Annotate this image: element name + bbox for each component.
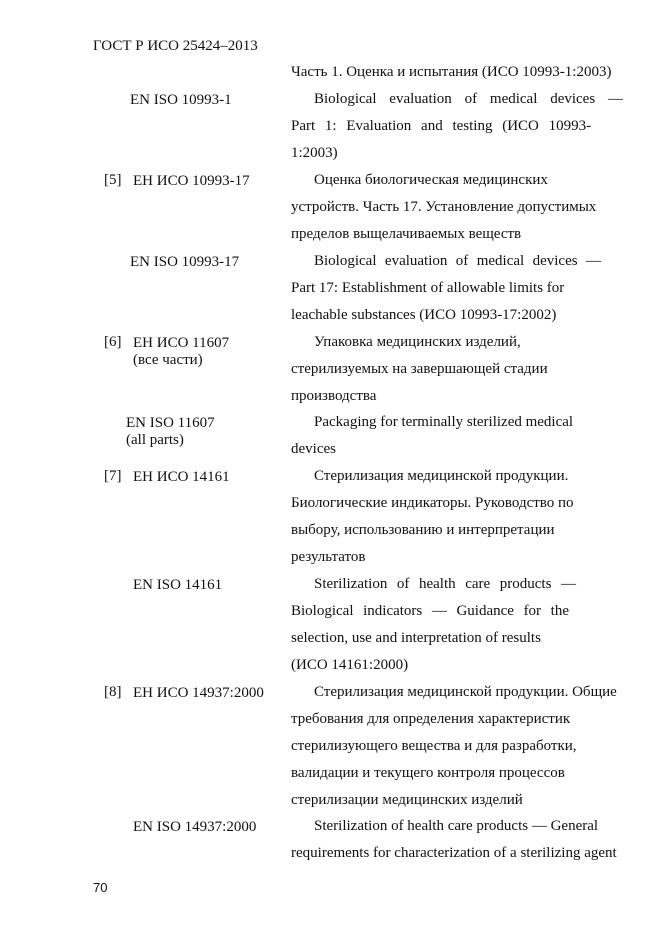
entry-line: пределов выщелачиваемых веществ — [291, 226, 522, 242]
page-number: 70 — [93, 880, 108, 895]
reference-number: [5] — [104, 172, 122, 188]
standard-code-note: (all parts) — [126, 432, 184, 448]
entry-line: devices — [291, 441, 336, 457]
reference-number: [7] — [104, 468, 122, 484]
entry-line: стерилизующего вещества и для разработки, — [291, 738, 577, 754]
entry-line: requirements for characterization of a sterilizing agent — [291, 845, 617, 861]
entry-line: selection, use and interpretation of results — [291, 630, 541, 646]
standard-code-note: (все части) — [133, 352, 203, 368]
standard-code: ЕН ИСО 10993-17 — [133, 173, 250, 189]
entry-line: валидации и текущего контроля процессов — [291, 765, 565, 781]
standard-code: EN ISO 10993-17 — [130, 254, 240, 270]
entry-line: Стерилизация медицинской продукции. — [314, 468, 569, 484]
entry-line: Part 17: Establishment of allowable limits for — [291, 280, 565, 296]
entry-line: требования для определения характеристик — [291, 711, 571, 727]
standard-code: EN ISO 14937:2000 — [133, 819, 257, 835]
entry-line: Biological indicators — Guidance for the — [291, 603, 569, 619]
standard-code: EN ISO 10993-1 — [130, 92, 232, 108]
entry-line: Биологические индикаторы. Руководство по — [291, 495, 574, 511]
entry-line: Оценка биологическая медицинских — [314, 172, 548, 188]
entry-line: (ИСО 14161:2000) — [291, 657, 409, 673]
entry-line: стерилизации медицинских изделий — [291, 792, 523, 808]
standard-code: ЕН ИСО 14161 — [133, 469, 230, 485]
entry-line: leachable substances (ИСО 10993-17:2002) — [291, 307, 557, 323]
entry-line: Biological evaluation of medical devices — — [314, 91, 623, 107]
standard-code: ЕН ИСО 14937:2000 — [133, 685, 264, 701]
entry-line: Стерилизация медицинской продукции. Общие — [314, 684, 617, 700]
document-header: ГОСТ Р ИСО 25424–2013 — [93, 38, 258, 54]
entry-line: Packaging for terminally sterilized medical — [314, 414, 574, 430]
entry-line: выбору, использованию и интерпретации — [291, 522, 555, 538]
entry-line: стерилизуемых на завершающей стадии — [291, 361, 548, 377]
entry-line: Sterilization of health care products — General — [314, 818, 599, 834]
entry-line: 1:2003) — [291, 145, 338, 161]
entry-line: Biological evaluation of medical devices — — [314, 253, 601, 269]
reference-number: [6] — [104, 334, 122, 350]
entry-line: Упаковка медицинских изделий, — [314, 334, 521, 350]
entry-line: Часть 1. Оценка и испытания (ИСО 10993-1:2003) — [291, 64, 612, 80]
reference-number: [8] — [104, 684, 122, 700]
entry-line: результатов — [291, 549, 366, 565]
entry-line: производства — [291, 388, 377, 404]
entry-line: Sterilization of health care products — — [314, 576, 576, 592]
standard-code: ЕН ИСО 11607 — [133, 335, 230, 351]
standard-code: EN ISO 14161 — [133, 577, 223, 593]
entry-line: Part 1: Evaluation and testing (ИСО 10993- — [291, 118, 592, 134]
standard-code: EN ISO 11607 — [126, 415, 215, 431]
entry-line: устройств. Часть 17. Установление допустимых — [291, 199, 597, 215]
